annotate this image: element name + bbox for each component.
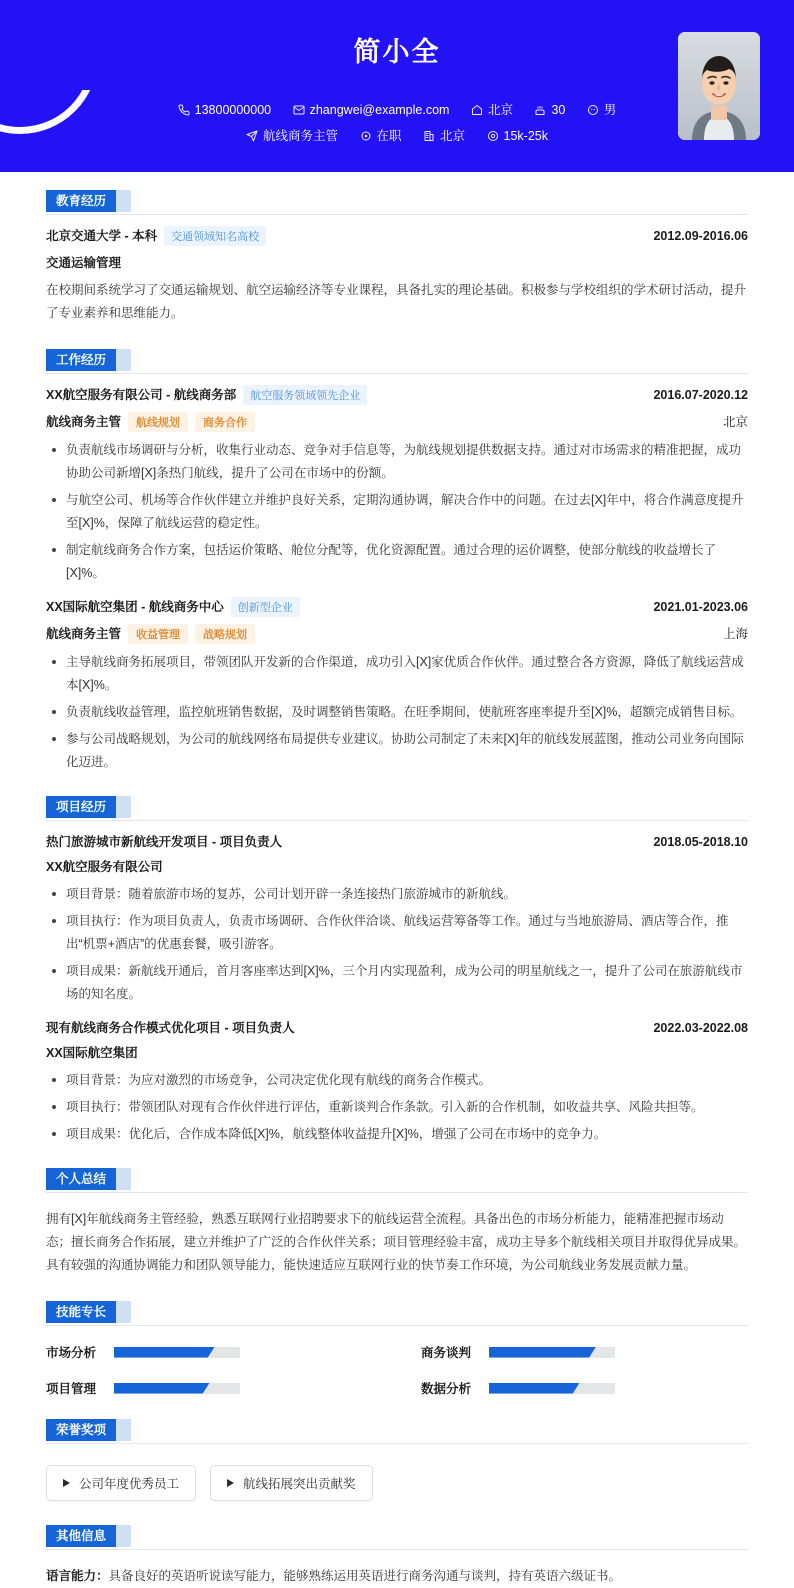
resume-header — [0, 0, 794, 172]
skill-item — [421, 1379, 748, 1397]
contact-gender-text: 男 — [603, 102, 617, 117]
school-name: 北京交通大学 - 本科 — [46, 229, 158, 243]
honor-label: 公司年度优秀员工 — [79, 1477, 180, 1491]
work-bullets — [46, 439, 748, 585]
status-icon — [360, 130, 372, 142]
section-header-other — [46, 1525, 748, 1550]
contact-line-secondary — [0, 123, 794, 150]
work-entry — [46, 385, 748, 585]
education-entry — [46, 226, 748, 325]
section-header-skills — [46, 1301, 748, 1326]
skill-progress-fill — [114, 1347, 215, 1358]
work-role-row — [46, 412, 748, 432]
education-major: 交通运输管理 — [46, 256, 122, 270]
project-date: 2018.05-2018.10 — [653, 835, 748, 849]
section-education — [46, 172, 748, 325]
project-name: 现有航线商务合作模式优化项目 - 项目负责人 — [46, 1021, 295, 1035]
project-bullets — [46, 883, 748, 1006]
company-name: XX国际航空集团 - 航线商务中心 — [46, 600, 224, 614]
other-info-label: 语言能力： — [46, 1569, 109, 1583]
section-badge-tail — [115, 1419, 131, 1441]
work-skill-tag: 收益管理 — [128, 624, 188, 644]
list-item: 负责航线收益管理，监控航班销售数据，及时调整销售策略。在旺季期间，使航班客座率提升至[X]%，超额完成销售目标。 — [46, 701, 748, 724]
skill-progress-fill — [114, 1383, 210, 1394]
job-status — [360, 123, 402, 149]
other-info-text: 具备良好的英语听说读写能力，能够熟练运用英语进行商务沟通与谈判，持有英语六级证书。 — [108, 1569, 622, 1583]
contact-gender — [587, 97, 617, 123]
project-entry-row — [46, 832, 748, 850]
salary-text: 15k-25k — [503, 129, 548, 144]
project-name: 热门旅游城市新航线开发项目 - 项目负责人 — [46, 835, 283, 849]
contact-age-text: 30 — [551, 102, 566, 117]
salary-icon — [487, 130, 499, 142]
contact-email-text: zhangwei@example.com — [309, 102, 450, 117]
section-summary — [46, 1150, 748, 1277]
home-icon — [471, 104, 483, 116]
list-item: 项目执行：作为项目负责人，负责市场调研、合作伙伴洽谈、航线运营筹备等工作。通过与当地旅游局、酒店等合作，推出“机票+酒店”的优惠套餐，吸引游客。 — [46, 910, 748, 956]
list-item: 项目成果：优化后，合作成本降低[X]%，航线整体收益提升[X]%，增强了公司在市场中的竞争力。 — [46, 1123, 748, 1146]
work-date: 2016.07-2020.12 — [653, 388, 748, 402]
salary-expectation — [487, 123, 548, 149]
section-work — [46, 331, 748, 774]
honors-list — [46, 1455, 748, 1507]
gender-icon — [587, 104, 599, 116]
honor-chip[interactable] — [46, 1465, 196, 1501]
project-entry-row — [46, 1018, 748, 1036]
project-entry — [46, 1018, 748, 1146]
list-item: 与航空公司、机场等合作伙伴建立并维护良好关系，定期沟通协调，解决合作中的问题。在过去[X]年中，将合作满意度提升至[X]%，保障了航线运营的稳定性。 — [46, 489, 748, 535]
skill-label: 商务谈判 — [421, 1346, 472, 1360]
work-entry-row — [46, 385, 748, 405]
list-item: 项目执行：带领团队对现有合作伙伴进行评估，重新谈判合作条款。引入新的合作机制，如收益共享、风险共担等。 — [46, 1096, 748, 1119]
summary-text: 拥有[X]年航线商务主管经验，熟悉互联网行业招聘要求下的航线运营全流程。具备出色的市场分析能力，能精准把握市场动态；擅长商务合作拓展，建立并维护了广泛的合作伙伴关系；项目管理经验丰富，成功主导多个航线相关项目并取得优异成果。具有较强的沟通协调能力和团队领导能力，能快速适应互联网行业的快节奏工作环境，为公司航线业务发展贡献力量。 — [46, 1212, 747, 1272]
section-badge-tail — [115, 190, 131, 212]
page-title: 简小全 — [353, 37, 441, 67]
contact-phone — [178, 97, 271, 123]
work-skill-tag: 战略规划 — [195, 624, 255, 644]
section-badge-tail — [115, 1168, 131, 1190]
skill-progress-track — [114, 1383, 240, 1394]
work-role: 航线商务主管 — [46, 415, 122, 429]
honor-label: 航线拓展突出贡献奖 — [243, 1477, 356, 1491]
mail-icon — [293, 104, 305, 116]
skill-progress-fill — [489, 1383, 580, 1394]
skill-progress-fill — [489, 1347, 596, 1358]
building-icon — [423, 130, 435, 142]
section-header-education — [46, 190, 748, 215]
skill-progress-track — [114, 1347, 240, 1358]
contact-phone-text: 13800000000 — [194, 102, 272, 117]
section-badge-tail — [115, 349, 131, 371]
phone-icon — [178, 104, 190, 116]
project-bullets — [46, 1069, 748, 1146]
school-tag: 交通领域知名高校 — [164, 226, 266, 246]
skill-progress-track — [489, 1383, 615, 1394]
section-projects — [46, 778, 748, 1146]
list-item: 制定航线商务合作方案，包括运价策略、舱位分配等，优化资源配置。通过合理的运价调整，使部分航线的收益增长了[X]%。 — [46, 539, 748, 585]
job-status-text: 在职 — [376, 129, 402, 144]
section-title-skills: 技能专长 — [46, 1301, 116, 1323]
list-item: 项目成果：新航线开通后，首月客座率达到[X]%，三个月内实现盈利，成为公司的明星航线之一，提升了公司在旅游航线市场的知名度。 — [46, 960, 748, 1006]
work-entry — [46, 597, 748, 774]
section-header-work — [46, 349, 748, 374]
section-honors — [46, 1401, 748, 1507]
skill-item — [46, 1343, 373, 1361]
skill-item — [46, 1379, 373, 1397]
divider — [46, 1325, 748, 1326]
list-item: 参与公司战略规划，为公司的航线网络布局提供专业建议。协助公司制定了未来[X]年的航线发展蓝图，推动公司业务向国际化迈进。 — [46, 728, 748, 774]
section-header-summary — [46, 1168, 748, 1193]
work-location: 上海 — [722, 627, 748, 641]
company-tag: 创新型企业 — [231, 597, 300, 617]
divider — [46, 820, 748, 821]
section-title-education: 教育经历 — [46, 190, 116, 212]
company-name: XX航空服务有限公司 - 航线商务部 — [46, 388, 237, 402]
skills-grid — [46, 1337, 748, 1401]
section-other — [46, 1507, 748, 1588]
cake-icon — [534, 104, 546, 116]
contact-age — [534, 97, 565, 123]
work-city — [423, 123, 465, 149]
work-skill-tag: 商务合作 — [195, 412, 255, 432]
education-date: 2012.09-2016.06 — [653, 229, 748, 243]
work-location: 北京 — [722, 415, 748, 429]
contact-email — [293, 97, 450, 123]
skill-label: 市场分析 — [46, 1346, 97, 1360]
contact-block — [0, 96, 794, 149]
list-item: 主导航线商务拓展项目，带领团队开发新的合作渠道，成功引入[X]家优质合作伙伴。通过整合各方资源，降低了航线运营成本[X]%。 — [46, 651, 748, 697]
other-info-line — [46, 1561, 748, 1588]
company-tag: 航空服务领域领先企业 — [243, 385, 367, 405]
paper-plane-icon — [246, 130, 258, 142]
project-org: XX航空服务有限公司 — [46, 860, 163, 874]
contact-line-primary — [0, 96, 794, 123]
education-description: 在校期间系统学习了交通运输规划、航空运输经济等专业课程，具备扎实的理论基础。积极参与学校组织的学术研讨活动，提升了专业素养和思维能力。 — [46, 283, 747, 320]
work-city-text: 北京 — [440, 129, 466, 144]
section-header-honors — [46, 1419, 748, 1444]
list-item: 项目背景：为应对激烈的市场竞争，公司决定优化现有航线的商务合作模式。 — [46, 1069, 748, 1092]
job-title — [246, 123, 338, 149]
work-skill-tag: 航线规划 — [128, 412, 188, 432]
list-item: 负责航线市场调研与分析，收集行业动态、竞争对手信息等，为航线规划提供数据支持。通过对市场需求的精准把握，成功协助公司新增[X]条热门航线，提升了公司在市场中的份额。 — [46, 439, 748, 485]
work-role: 航线商务主管 — [46, 627, 122, 641]
skill-label: 项目管理 — [46, 1382, 97, 1396]
section-badge-tail — [115, 1301, 131, 1323]
contact-city-text: 北京 — [487, 102, 513, 117]
section-title-summary: 个人总结 — [46, 1168, 116, 1190]
section-title-other: 其他信息 — [46, 1525, 116, 1547]
work-bullets — [46, 651, 748, 774]
project-date: 2022.03-2022.08 — [653, 1021, 748, 1035]
play-triangle-icon — [227, 1479, 234, 1487]
project-org: XX国际航空集团 — [46, 1046, 138, 1060]
section-skills — [46, 1283, 748, 1401]
section-badge-tail — [115, 1525, 131, 1547]
divider — [46, 1192, 748, 1193]
section-header-projects — [46, 796, 748, 821]
section-badge-tail — [115, 796, 131, 818]
avatar-photo — [678, 32, 760, 140]
work-entry-row — [46, 597, 748, 617]
divider — [46, 1549, 748, 1550]
divider — [46, 1443, 748, 1444]
contact-city — [471, 97, 513, 123]
education-entry-row — [46, 226, 748, 246]
divider — [46, 373, 748, 374]
section-title-projects: 项目经历 — [46, 796, 116, 818]
skill-progress-track — [489, 1347, 615, 1358]
avatar — [678, 32, 760, 140]
work-date: 2021.01-2023.06 — [653, 600, 748, 614]
divider — [46, 214, 748, 215]
section-title-honors: 荣誉奖项 — [46, 1419, 116, 1441]
play-triangle-icon — [63, 1479, 70, 1487]
project-entry — [46, 832, 748, 1006]
job-title-text: 航线商务主管 — [263, 129, 339, 144]
skill-item — [421, 1343, 748, 1361]
skill-label: 数据分析 — [421, 1382, 472, 1396]
list-item: 项目背景：随着旅游市场的复苏，公司计划开辟一条连接热门旅游城市的新航线。 — [46, 883, 748, 906]
section-title-work: 工作经历 — [46, 349, 116, 371]
honor-chip[interactable] — [210, 1465, 373, 1501]
resume-body — [0, 172, 794, 1588]
work-role-row — [46, 624, 748, 644]
